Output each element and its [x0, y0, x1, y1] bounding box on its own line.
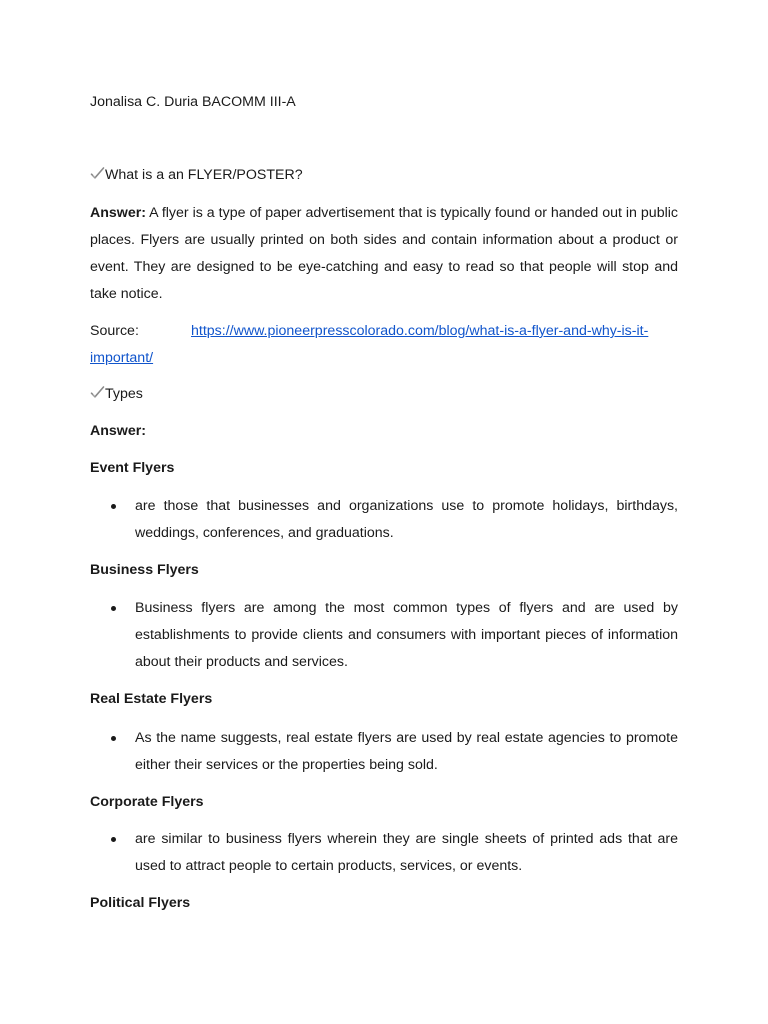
bullet-icon	[111, 493, 117, 520]
question-2	[90, 381, 678, 408]
question-1-text: What is a an FLYER/POSTER?	[105, 167, 303, 183]
bullet-icon	[111, 595, 117, 622]
list-item-text: are similar to business flyers wherein they are single sheets of printed ads that are used to attract people to certain products, services, or events.	[135, 831, 678, 874]
list-item-text: are those that businesses and organizations use to promote holidays, birthdays, weddings, conferences, and graduations.	[135, 498, 678, 541]
answer-2-label: Answer:	[90, 423, 146, 439]
source-link[interactable]: https://www.pioneerpresscolorado.com/blog/what-is-a-flyer-and-why-is-it-	[191, 323, 649, 339]
question-1	[90, 162, 678, 189]
section-heading: Business Flyers	[90, 562, 199, 578]
section-heading: Corporate Flyers	[90, 794, 204, 810]
section-heading: Political Flyers	[90, 895, 191, 911]
question-2-text: Types	[105, 386, 143, 402]
check-mark-icon	[90, 385, 105, 399]
check-mark-icon	[90, 166, 105, 180]
bullet-icon	[111, 725, 117, 752]
list-item-text: Business flyers are among the most common types of flyers and are used by establishments to provide clients and consumers with important pieces of information about their products and services.	[135, 600, 678, 670]
list-item-text: As the name suggests, real estate flyers are used by real estate agencies to promote either their services or the properties being sold.	[135, 730, 678, 773]
answer-1-text: A flyer is a type of paper advertisement that is typically found or handed out in public places. Flyers are usually printed on both sides and contain information about a product or event. They are designed to be eye-catching and easy to read so that people will stop and take notice.	[90, 205, 678, 302]
source-label: Source:	[90, 323, 139, 339]
answer-1-label: Answer:	[90, 205, 146, 221]
section-heading: Event Flyers	[90, 460, 175, 476]
source-link-continued[interactable]: important/	[90, 350, 154, 366]
bullet-icon	[111, 826, 117, 853]
author-line: Jonalisa C. Duria BACOMM III-A	[90, 94, 296, 110]
answer-1-paragraph	[90, 200, 678, 308]
section-heading: Real Estate Flyers	[90, 691, 213, 707]
